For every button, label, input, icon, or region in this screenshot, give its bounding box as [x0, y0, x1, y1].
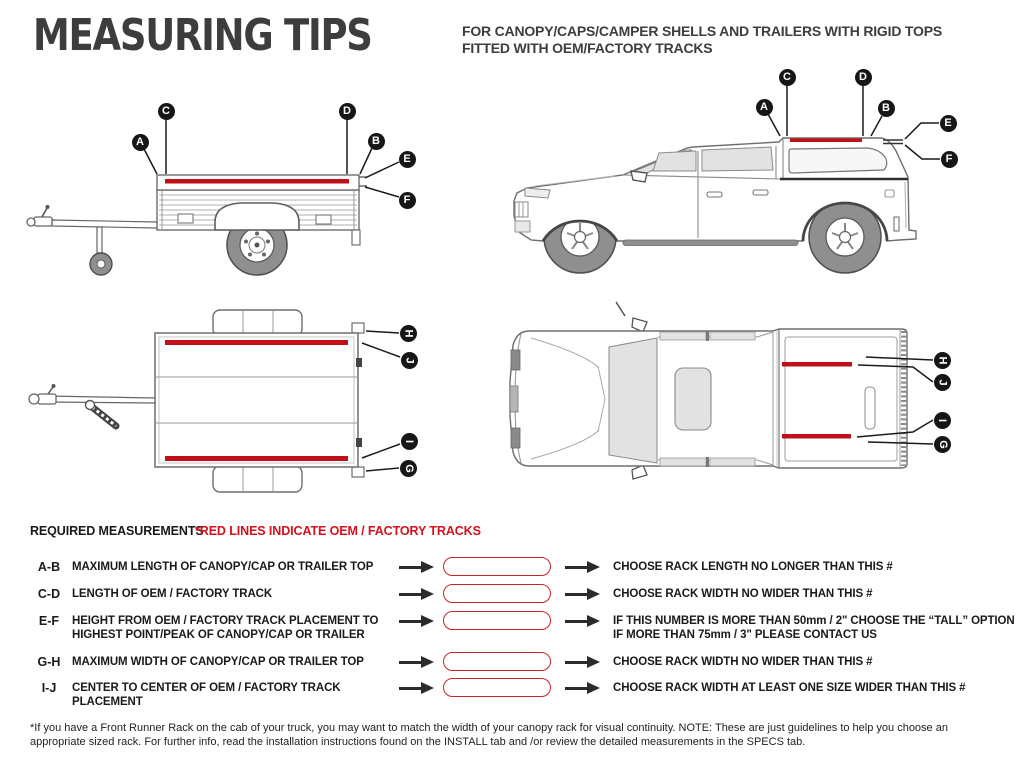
measurement-row-gh: [0, 653, 1024, 671]
measurement-recommendation: CHOOSE RACK WIDTH NO WIDER THAN THIS #: [613, 656, 873, 668]
label-badge-f: [399, 192, 416, 209]
label-letter: I: [403, 439, 416, 443]
red-lines-note: *RED LINES INDICATE OEM / FACTORY TRACKS: [195, 524, 481, 538]
hinge-nub: [356, 358, 362, 367]
measurement-description: LENGTH OF OEM / FACTORY TRACK: [72, 588, 273, 600]
measurement-recommendation: IF THIS NUMBER IS MORE THAN 50mm / 2" CHOOSE THE “TALL” OPTION IF MORE THAN 75mm / 3" PLEASE CONTACT US: [613, 615, 1015, 641]
label-badge-j: [401, 352, 418, 369]
oem-track-line: [165, 340, 348, 345]
label-letter: E: [944, 116, 952, 129]
jack-handle: [86, 401, 117, 427]
measurement-description: MAXIMUM LENGTH OF CANOPY/CAP OR TRAILER TOP: [72, 561, 374, 573]
subtitle-line-1: FOR CANOPY/CAPS/CAMPER SHELLS AND TRAILERS WITH RIGID TOPS: [462, 23, 942, 39]
trailer-top-drawing: [10, 300, 460, 505]
measurement-description: HEIGHT FROM OEM / FACTORY TRACK PLACEMENT TO HIGHEST POINT/PEAK OF CANOPY/CAP OR TRAILER: [72, 615, 379, 641]
label-letter: C: [162, 104, 170, 117]
measurement-key: E-F: [38, 614, 60, 628]
label-letter: F: [945, 152, 953, 165]
oem-track-line: [790, 139, 862, 143]
label-letter: H: [402, 329, 415, 337]
label-badge-c: [158, 103, 175, 120]
label-letter: B: [882, 101, 890, 114]
label-letter: A: [760, 100, 768, 113]
label-badge-i: [934, 412, 951, 429]
side-mirror: [631, 171, 647, 182]
trailer-deck: [155, 333, 358, 467]
arrow-right-icon: [565, 682, 601, 695]
measurement-description: MAXIMUM WIDTH OF CANOPY/CAP OR TRAILER TOP: [72, 656, 364, 668]
label-badge-c: [779, 69, 796, 86]
trailer-side-drawing: [10, 88, 450, 300]
measurement-recommendation: CHOOSE RACK WIDTH AT LEAST ONE SIZE WIDER THAN THIS #: [613, 682, 966, 694]
label-badge-g: [934, 436, 951, 453]
label-letter: G: [936, 439, 949, 449]
leader-lines: [362, 331, 400, 471]
label-badge-g: [400, 460, 417, 477]
label-letter: G: [402, 463, 415, 473]
label-letter: H: [936, 356, 949, 364]
corner-tab: [352, 467, 364, 477]
oem-track-line: [782, 362, 852, 367]
running-board: [623, 240, 798, 246]
label-badge-b: [368, 133, 385, 150]
label-letter: D: [343, 104, 351, 117]
trailer-latch: [178, 214, 193, 223]
trailer-top-view: [10, 300, 460, 505]
label-letter: E: [403, 152, 411, 165]
sunroof: [675, 368, 711, 430]
trailer-fender: [215, 203, 299, 230]
measurement-row-ef: [0, 612, 1024, 641]
page-title: MEASURING TIPS: [33, 10, 372, 61]
measurement-key: G-H: [37, 655, 61, 669]
label-badge-f: [941, 151, 958, 168]
measurement-row-ij: [0, 679, 1024, 708]
measurement-blank-field: [443, 557, 551, 576]
truck-top-drawing: [495, 298, 1017, 513]
label-badge-d: [339, 103, 356, 120]
arrow-right-icon: [399, 682, 435, 695]
windshield-top-view: [609, 338, 657, 463]
arrow-right-icon: [565, 656, 601, 669]
measurement-row-cd: [0, 585, 1024, 603]
label-badge-a: [132, 134, 149, 151]
label-letter: D: [859, 70, 867, 83]
label-badge-e: [940, 115, 957, 132]
page-subtitle: [462, 23, 942, 57]
label-letter: C: [783, 70, 791, 83]
oem-track-line: [165, 179, 349, 184]
oem-track-line: [782, 434, 851, 439]
antenna: [616, 302, 625, 316]
arrow-right-icon: [399, 588, 435, 601]
trailer-side-view: [10, 88, 450, 300]
b-pillar: [706, 331, 709, 341]
trailer-top-rail: [157, 175, 367, 190]
label-badge-h: [934, 352, 951, 369]
measurement-blank-field: [443, 611, 551, 630]
label-badge-e: [399, 151, 416, 168]
measurement-recommendation: CHOOSE RACK LENGTH NO LONGER THAN THIS #: [613, 561, 893, 573]
measurement-recommendation: CHOOSE RACK WIDTH NO WIDER THAN THIS #: [613, 588, 873, 600]
measurement-blank-field: [443, 652, 551, 671]
oem-track-line: [165, 456, 348, 461]
canopy-window: [789, 148, 887, 173]
label-letter: J: [403, 356, 416, 364]
measurement-key: C-D: [37, 587, 61, 601]
subtitle-line-2: FITTED WITH OEM/FACTORY TRACKS: [462, 40, 713, 56]
arrow-right-icon: [399, 561, 435, 574]
label-letter: B: [372, 134, 380, 147]
b-pillar: [706, 457, 709, 467]
truck-windows: [630, 147, 773, 173]
arrow-right-icon: [565, 615, 601, 628]
truck-side-drawing: [495, 62, 1020, 297]
measurement-blank-field: [443, 678, 551, 697]
measurement-key: A-B: [37, 560, 61, 574]
truck-side-view: [495, 62, 1020, 297]
hinge-nub: [356, 438, 362, 447]
required-measurements-title: REQUIRED MEASUREMENTS: [30, 524, 204, 538]
measurement-key: I-J: [41, 681, 57, 695]
label-badge-a: [756, 99, 773, 116]
label-badge-j: [934, 374, 951, 391]
label-badge-h: [400, 325, 417, 342]
measurement-row-ab: [0, 558, 1024, 576]
trailer-latch: [316, 215, 331, 224]
jockey-wheel: [90, 227, 112, 275]
label-letter: A: [136, 135, 144, 148]
truck-top-view: [495, 298, 1017, 513]
label-badge-i: [401, 433, 418, 450]
measurement-description: CENTER TO CENTER OF OEM / FACTORY TRACK PLACEMENT: [72, 682, 341, 708]
footnote-text: *If you have a Front Runner Rack on the cab of your truck, you may want to match the width of your canopy rack for visual continuity. NOTE: These are just guidelines to help you choose an appropriate sized rack. For further info, read the installation instructions found on the INSTALL tab and /or review the detailed measurements in the SPECS tab.: [30, 722, 948, 748]
trailer-rear-post: [352, 230, 360, 245]
corner-tab: [352, 323, 364, 333]
label-badge-d: [855, 69, 872, 86]
label-letter: F: [403, 193, 411, 206]
arrow-right-icon: [399, 615, 435, 628]
label-letter: I: [936, 418, 949, 422]
arrow-right-icon: [565, 561, 601, 574]
trailer-drawbar: [27, 205, 157, 228]
label-letter: J: [936, 378, 949, 386]
rear-hatch-handle: [865, 387, 875, 429]
label-badge-b: [878, 100, 895, 117]
arrow-right-icon: [565, 588, 601, 601]
arrow-right-icon: [399, 656, 435, 669]
measurement-blank-field: [443, 584, 551, 603]
